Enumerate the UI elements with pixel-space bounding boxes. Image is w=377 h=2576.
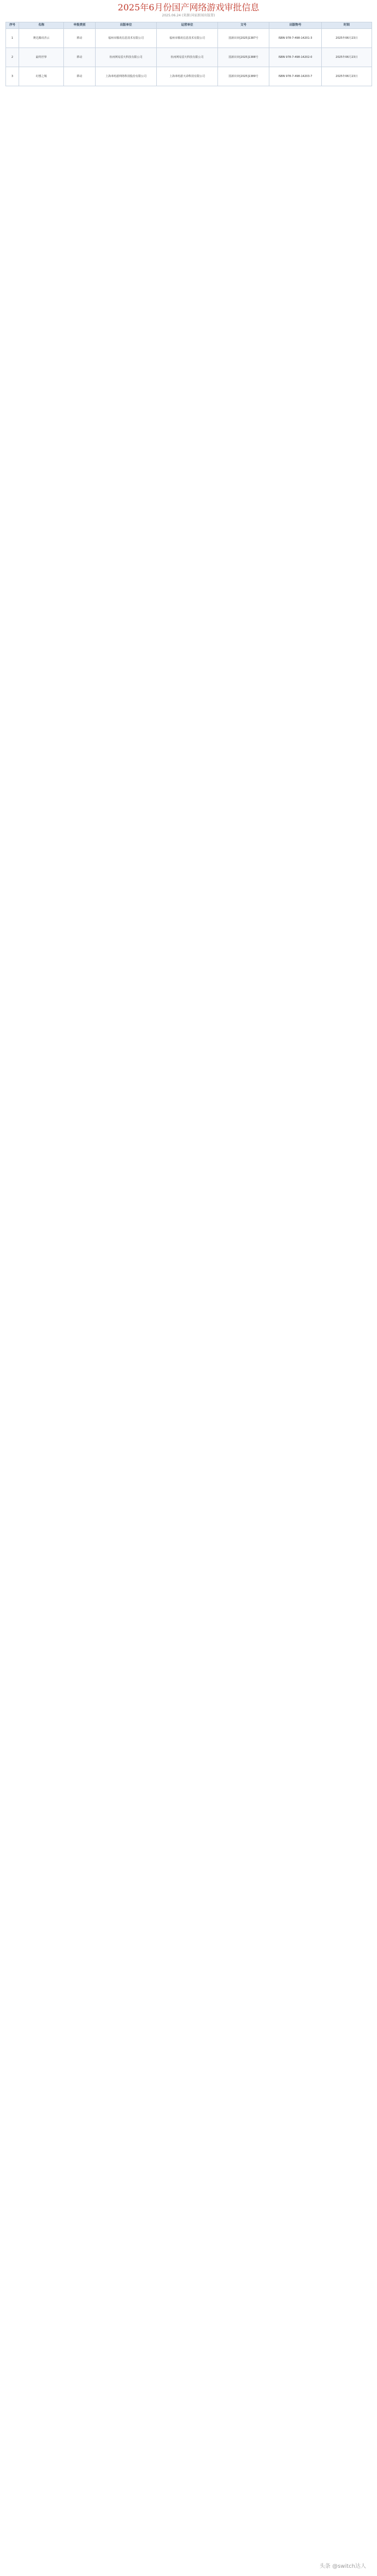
cell-name: 幻想之城 bbox=[19, 67, 64, 86]
cell-date: 2025年06月23日 bbox=[322, 67, 372, 86]
cell-date: 2025年06月23日 bbox=[322, 48, 372, 67]
page-title: 2025年6月份国产网络游戏审批信息 bbox=[117, 2, 260, 13]
page-subtitle: 2025.06.24 (来源:国家新闻出版署) bbox=[162, 14, 215, 17]
col-operator: 运营单位 bbox=[157, 22, 218, 29]
cell-category: 移动 bbox=[64, 67, 96, 86]
approval-table bbox=[5, 22, 372, 86]
cell-operator: 杭州网易雷火科技有限公司 bbox=[157, 48, 218, 67]
col-publisher: 出版单位 bbox=[96, 22, 157, 29]
cell-name: 赛达腾讯青云 bbox=[19, 29, 64, 48]
cell-approval-no: 国新出审[2025]1388号 bbox=[218, 48, 269, 67]
table-row bbox=[6, 67, 372, 86]
col-approval-no: 文号 bbox=[218, 22, 269, 29]
col-category: 申报类别 bbox=[64, 22, 96, 29]
cell-operator: 上海米哈游天命科技有限公司 bbox=[157, 67, 218, 86]
col-index: 序号 bbox=[6, 22, 19, 29]
cell-publisher: 福州市腾讯信息技术有限公司 bbox=[96, 29, 157, 48]
cell-isbn: ISBN 978-7-498-14201-3 bbox=[269, 29, 322, 48]
col-date: 时间 bbox=[322, 22, 372, 29]
table-body bbox=[6, 29, 372, 86]
cell-category: 移动 bbox=[64, 48, 96, 67]
cell-category: 移动 bbox=[64, 29, 96, 48]
cell-index: 1 bbox=[6, 29, 19, 48]
table-header-row bbox=[6, 22, 372, 29]
cell-approval-no: 国新出审[2025]1387号 bbox=[218, 29, 269, 48]
cell-name: 最终世界 bbox=[19, 48, 64, 67]
col-isbn: 出版物号 bbox=[269, 22, 322, 29]
col-name: 名称 bbox=[19, 22, 64, 29]
watermark: 头条 @switch达人 bbox=[319, 2563, 366, 2569]
cell-index: 2 bbox=[6, 48, 19, 67]
cell-publisher: 杭州网易雷火科技有限公司 bbox=[96, 48, 157, 67]
cell-isbn: ISBN 978-7-498-14203-7 bbox=[269, 67, 322, 86]
cell-date: 2025年06月23日 bbox=[322, 29, 372, 48]
cell-index: 3 bbox=[6, 67, 19, 86]
cell-isbn: ISBN 978-7-498-14202-0 bbox=[269, 48, 322, 67]
table-row bbox=[6, 48, 372, 67]
cell-operator: 福州市腾讯信息技术有限公司 bbox=[157, 29, 218, 48]
table-row bbox=[6, 29, 372, 48]
cell-approval-no: 国新出审[2025]1389号 bbox=[218, 67, 269, 86]
cell-publisher: 上海米哈游网络科技股份有限公司 bbox=[96, 67, 157, 86]
page-header bbox=[0, 0, 377, 22]
